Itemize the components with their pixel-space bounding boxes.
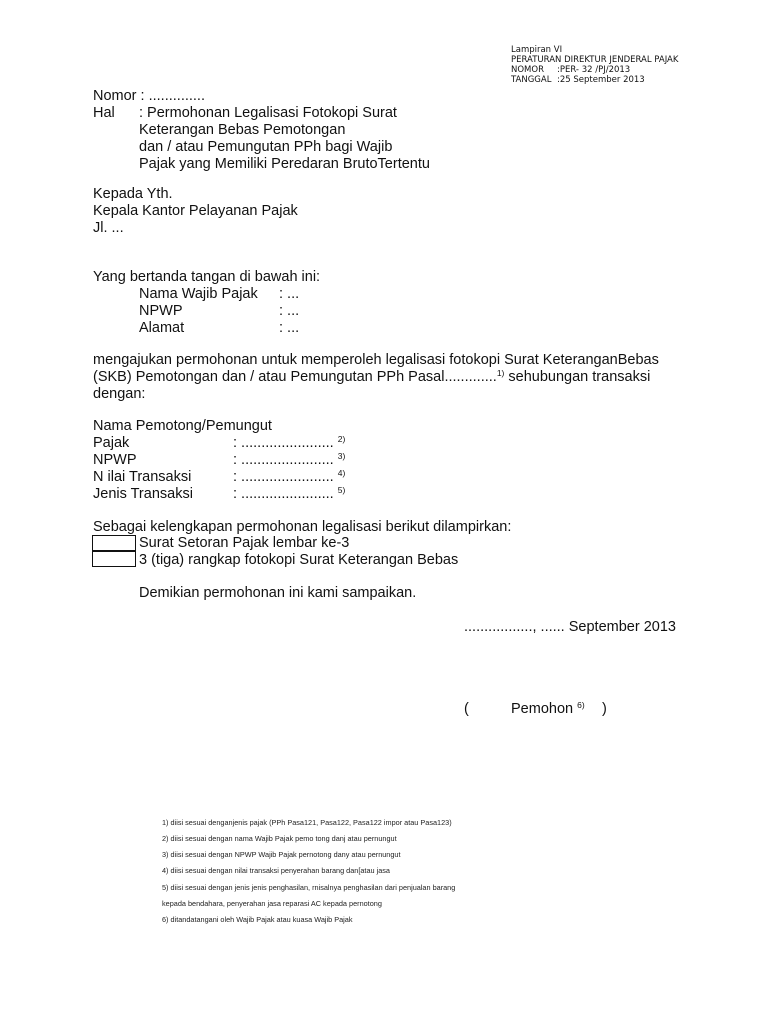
signature-open-paren: ( — [464, 701, 469, 717]
withholder-title: Nama Pemotong/Pemungut — [93, 418, 272, 434]
footnote: 2) diisi sesuai dengan nama Wajib Pajak pemo tong danj atau pernungut — [162, 834, 397, 843]
subject-line: dan / atau Pemungutan PPh bagi Wajib — [139, 139, 393, 155]
attachments-intro: Sebagai kelengkapan permohonan legalisasi berikut dilampirkan: — [93, 519, 512, 535]
withholder-dots: : ....................... — [233, 435, 334, 451]
withholder-label: NPWP — [93, 452, 137, 468]
field-value: : ... — [279, 303, 300, 319]
letter-number: Nomor : .............. — [93, 88, 205, 104]
footnote: 5) diisi sesuai dengan jenis jenis penghasilan, rnisalnya penghasilan dari penjualan barang — [162, 883, 456, 892]
field-value: : ... — [279, 320, 300, 336]
attachment-item: 3 (tiga) rangkap fotokopi Surat Keterangan Bebas — [139, 552, 459, 568]
withholder-value — [233, 435, 345, 452]
intro-text: Yang bertanda tangan di bawah ini: — [93, 269, 321, 285]
regulation-date-label: TANGGAL — [511, 75, 552, 85]
regulation-date-value: :25 September 2013 — [557, 75, 645, 85]
subject-line: : Permohonan Legalisasi Fotokopi Surat — [139, 105, 397, 121]
signature-label: Pemohon — [511, 701, 574, 717]
field-label: Nama Wajib Pajak — [139, 286, 258, 302]
withholder-label: Pajak — [93, 435, 130, 451]
regulation-title: PERATURAN DIREKTUR JENDERAL PAJAK — [511, 55, 679, 65]
subject-label: Hal — [93, 105, 115, 121]
field-label: NPWP — [139, 303, 183, 319]
withholder-dots: : ....................... — [233, 469, 334, 485]
footnote-ref: 4) — [337, 468, 346, 478]
attachment-checkbox[interactable] — [92, 535, 136, 551]
footnote-ref: 1) — [496, 368, 505, 378]
footnote-ref: 6) — [577, 700, 585, 710]
withholder-value — [233, 469, 345, 486]
footnote: 6) ditandatangani oleh Wajib Pajak atau kuasa Wajib Pajak — [162, 915, 353, 924]
footnote: 3) diisi sesuai dengan NPWP Wajib Pajak pernotong dany atau pernungut — [162, 850, 401, 859]
footnote-ref: 3) — [337, 451, 346, 461]
request-text: mengajukan permohonan untuk memperoleh legalisasi fotokopi Surat KeteranganBebas — [93, 352, 659, 368]
request-text-part: sehubungan transaksi — [504, 369, 651, 385]
attachment-checkbox[interactable] — [92, 551, 136, 567]
lampiran-label: Lampiran VI — [511, 45, 563, 55]
field-value: : ... — [279, 286, 300, 302]
withholder-dots: : ....................... — [233, 486, 334, 502]
withholder-value — [233, 452, 345, 469]
footnote: kepada bendahara, penyerahan jasa reparasi AC kepada pernotong — [162, 899, 382, 908]
date-line: ................., ...... September 2013 — [464, 619, 676, 635]
recipient-line: Jl. ... — [93, 220, 124, 236]
footnote: 4) diisi sesuai dengan nilai transaksi penyerahan barang dan[atau jasa — [162, 866, 390, 875]
footnote-ref: 2) — [337, 434, 346, 444]
withholder-label: Jenis Transaksi — [93, 486, 193, 502]
footnote: 1) diisi sesuai denganjenis pajak (PPh Pasa121, Pasa122, Pasa122 impor atau Pasa123) — [162, 818, 452, 827]
regulation-number-value: :PER- 32 /PJ/2013 — [557, 65, 631, 75]
request-text: dengan: — [93, 386, 146, 402]
regulation-number-label: NOMOR — [511, 65, 544, 75]
recipient-line: Kepada Yth. — [93, 186, 173, 202]
withholder-value — [233, 486, 345, 503]
subject-line: Pajak yang Memiliki Peredaran BrutoTertentu — [139, 156, 430, 172]
withholder-dots: : ....................... — [233, 452, 334, 468]
footnote-ref: 5) — [337, 485, 346, 495]
withholder-label: N ilai Transaksi — [93, 469, 192, 485]
subject-line: Keterangan Bebas Pemotongan — [139, 122, 346, 138]
request-text-part: (SKB) Pemotongan dan / atau Pemungutan PPh Pasal............. — [93, 369, 497, 385]
request-text — [93, 369, 650, 386]
signature-name — [511, 701, 585, 718]
recipient-line: Kepala Kantor Pelayanan Pajak — [93, 203, 298, 219]
signature-close-paren: ) — [602, 701, 607, 717]
attachment-item: Surat Setoran Pajak lembar ke-3 — [139, 535, 350, 551]
closing-text: Demikian permohonan ini kami sampaikan. — [139, 585, 417, 601]
field-label: Alamat — [139, 320, 185, 336]
